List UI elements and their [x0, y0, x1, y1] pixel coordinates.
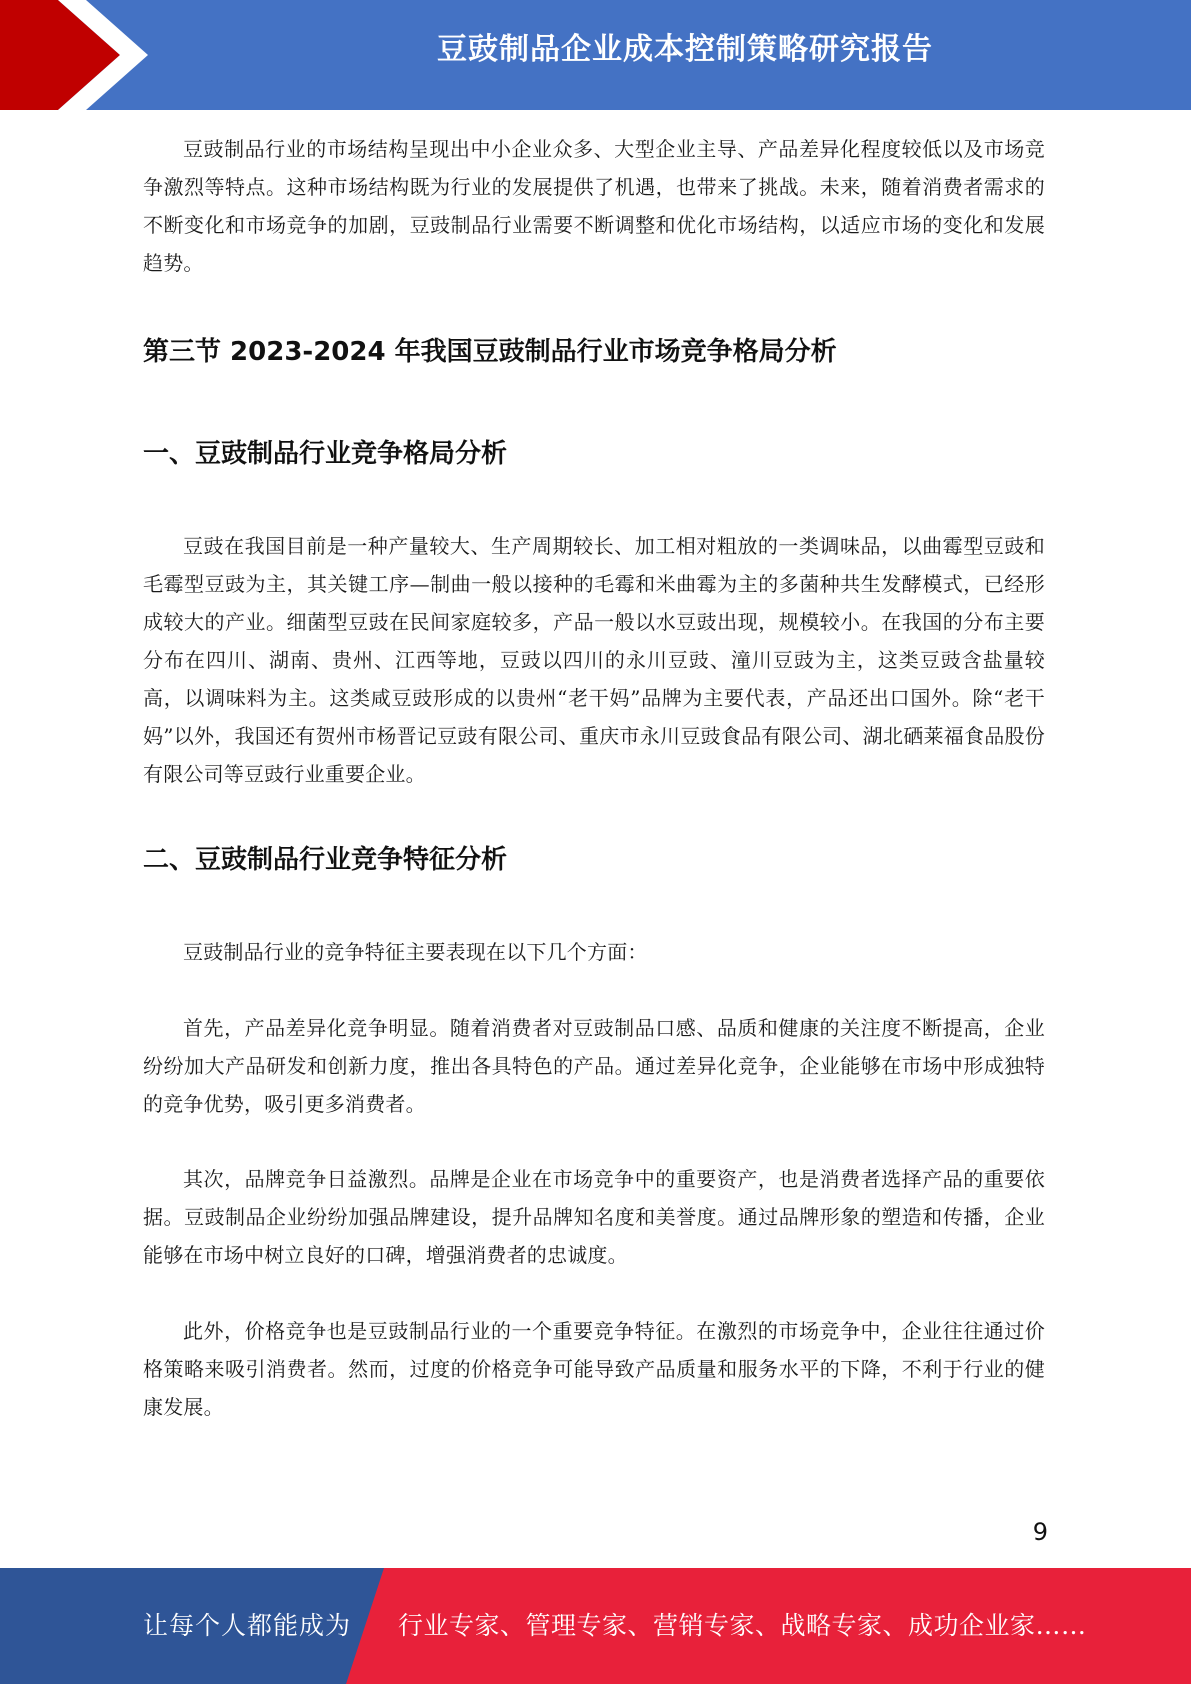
paragraph-brand-competition: 其次，品牌竞争日益激烈。品牌是企业在市场竞争中的重要资产，也是消费者选择产品的重要依据。豆豉制品企业纷纷加强品牌建设，提升品牌知名度和美誉度。通过品牌形象的塑造和传播，企业能够在市场中树立良好的口碑，增强消费者的忠诚度。: [143, 1167, 1045, 1267]
intro-paragraph: 豆豉制品行业的市场结构呈现出中小企业众多、大型企业主导、产品差异化程度较低以及市场竞争激烈等特点。这种市场结构既为行业的发展提供了机遇，也带来了挑战。未来，随着消费者需求的不断变化和市场竞争的加剧，豆豉制品行业需要不断调整和优化市场结构，以适应市场的变化和发展趋势。: [143, 137, 1045, 275]
footer-slogan-right: 行业专家、管理专家、营销专家、战略专家、成功企业家……: [398, 1611, 1087, 1640]
page-number: 9: [1032, 1518, 1048, 1546]
paragraph-product-differentiation: 首先，产品差异化竞争明显。随着消费者对豆豉制品口感、品质和健康的关注度不断提高，企业纷纷加大产品研发和创新力度，推出各具特色的产品。通过差异化竞争，企业能够在市场中形成独特的竞争优势，吸引更多消费者。: [143, 1016, 1045, 1116]
paragraph-competition-landscape: 豆豉在我国目前是一种产量较大、生产周期较长、加工相对粗放的一类调味品，以曲霉型豆豉和毛霉型豆豉为主，其关键工序—制曲一般以接种的毛霉和米曲霉为主的多菌种共生发酵模式，已经形成较大的产业。细菌型豆豉在民间家庭较多，产品一般以水豆豉出现，规模较小。在我国的分布主要分布在四川、湖南、贵州、江西等地，豆豉以四川的永川豆豉、潼川豆豉为主，这类豆豉含盐量较高，以调味料为主。这类咸豆豉形成的以贵州“老干妈”品牌为主要代表，产品还出口国外。除“老干妈”以外，我国还有贺州市杨晋记豆豉有限公司、重庆市永川豆豉食品有限公司、湖北硒莱福食品股份有限公司等豆豉行业重要企业。: [143, 534, 1045, 786]
footer-slogan-left: 让每个人都能成为: [143, 1611, 352, 1640]
section-heading: 第三节 2023-2024 年我国豆豉制品行业市场竞争格局分析: [143, 337, 837, 367]
page-footer: [0, 1568, 1191, 1684]
subheading-competition-features: 二、豆豉制品行业竞争特征分析: [143, 845, 508, 875]
header-title: 豆豉制品企业成本控制策略研究报告: [437, 32, 933, 67]
page-header: [0, 0, 1191, 110]
paragraph-features-intro: 豆豉制品行业的竞争特征主要表现在以下几个方面：: [183, 940, 648, 964]
paragraph-price-competition: 此外，价格竞争也是豆豉制品行业的一个重要竞争特征。在激烈的市场竞争中，企业往往通过价格策略来吸引消费者。然而，过度的价格竞争可能导致产品质量和服务水平的下降，不利于行业的健康发展。: [143, 1319, 1045, 1419]
subheading-competition-landscape: 一、豆豉制品行业竞争格局分析: [143, 439, 508, 469]
header-arrow-decoration: [0, 0, 160, 110]
